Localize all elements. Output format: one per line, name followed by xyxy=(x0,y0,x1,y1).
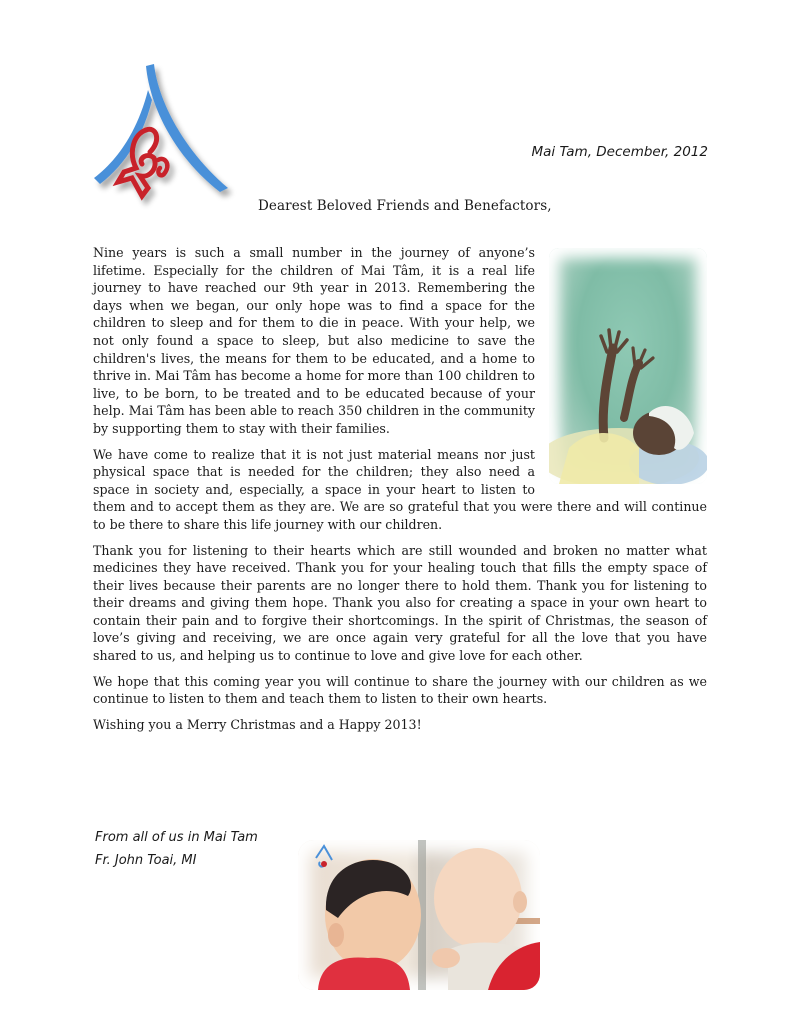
mai-tam-logo xyxy=(88,60,238,210)
paragraph-1: Nine years is such a small number in the journey of anyone’s lifetime. Especially for the children of Mai Tâm, it is a real life journey to have reached our 9th year in 2013. Remembering the days when we began, our only hope was to find a space for the children to sleep and for them to die in peace. With your help, we not only found a space to sleep, but also medicine to save the children's lives, the means for them to be educated, and a home to thrive in. Mai Tâm has become a home for more than 100 children to live, to be born, to be treated and to be educated because of your help. Mai Tâm has been able to reach 350 children in the community by supporting them to stay with their families. xyxy=(93,245,535,436)
salutation: Dearest Beloved Friends and Benefactors, xyxy=(258,198,552,214)
letter-body xyxy=(93,244,707,741)
signature-block xyxy=(95,826,258,872)
paragraph-3: Thank you for listening to their hearts which are still wounded and broken no matter what medicines they have received. Thank you for your healing touch that fills the empty space of their lives because their parents are no longer there to hold them. Thank you for listening to their dreams and giving them hope. Thank you also for creating a space in your own heart to contain their pain and to forgive their shortcomings. In the spirit of Christmas, the season of love’s giving and receiving, we are once again very grateful for all the love that you have shared to us, and helping us to continue to love and give love for each other. xyxy=(93,542,707,664)
logo-red-ribbon-1 xyxy=(118,130,155,196)
baby-photo-illustration xyxy=(549,248,707,484)
logo-red-ribbon-2 xyxy=(146,129,157,152)
signature-line-2: Fr. John Toai, MI xyxy=(95,853,197,868)
kids-photo-illustration xyxy=(298,840,540,990)
paragraph-2: We have come to realize that it is not just material means nor just physical space that is needed for the children; they also need a space in society and, especially, a space in your heart to listen to them and to accept them as they are. We are so grateful that you were there and will continue to be there to share this life journey with our children. xyxy=(93,446,707,532)
dateline: Mai Tam, December, 2012 xyxy=(531,144,708,160)
baby-photo xyxy=(549,248,707,484)
logo-red-ribbon-3 xyxy=(158,159,167,175)
signature-line-1: From all of us in Mai Tam xyxy=(95,830,258,845)
paragraph-4: We hope that this coming year you will continue to share the journey with our children as we continue to listen to them and teach them to listen to their own hearts. xyxy=(93,673,707,707)
logo-icon xyxy=(88,60,238,210)
kids-photo xyxy=(298,840,540,990)
paragraph-5: Wishing you a Merry Christmas and a Happy 2013! xyxy=(93,716,422,732)
